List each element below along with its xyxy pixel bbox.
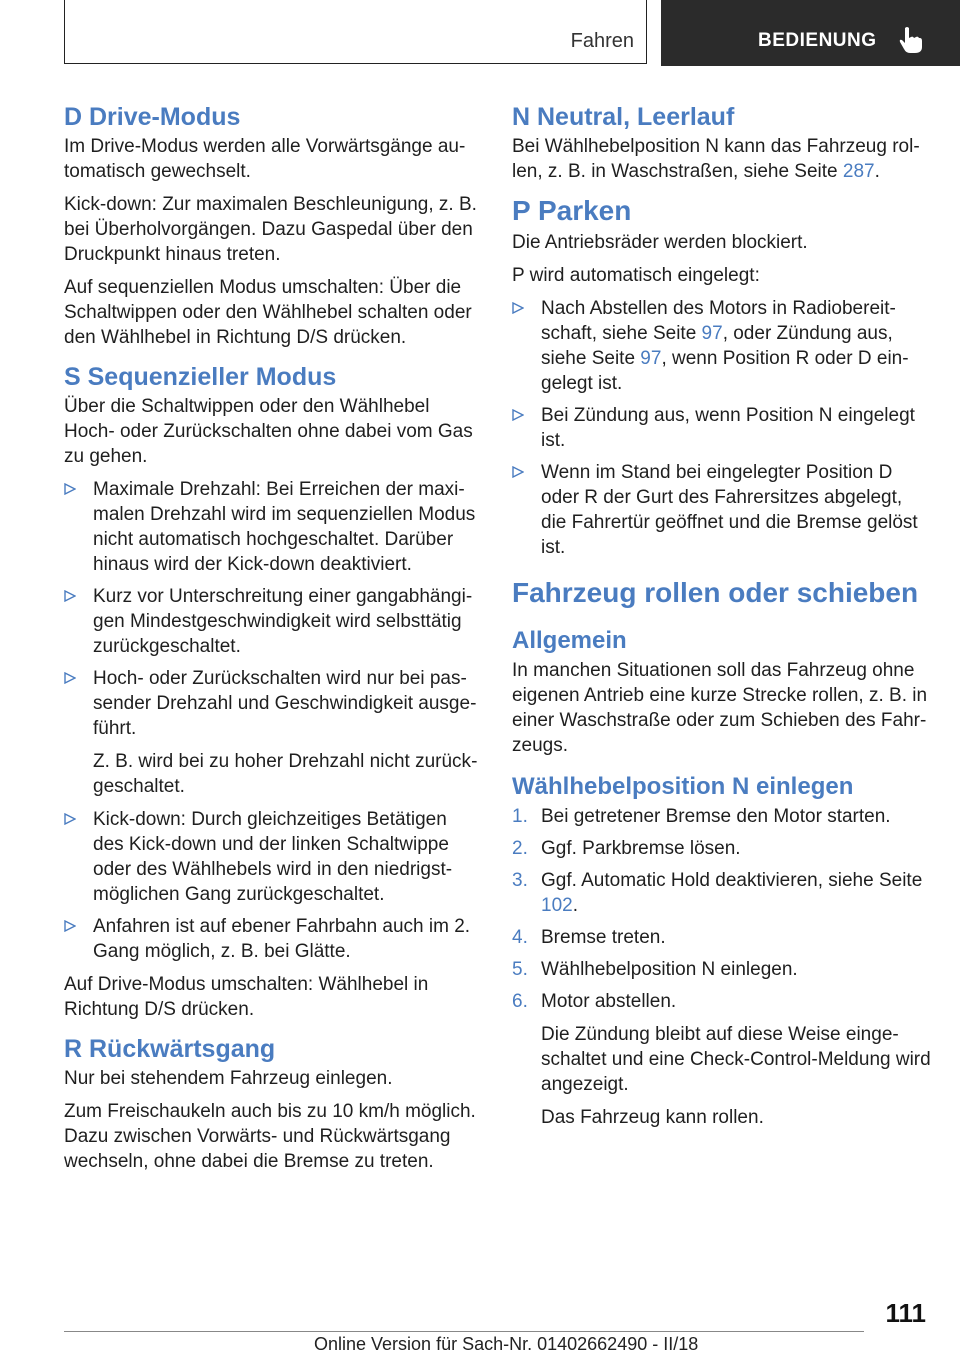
list-item [512, 868, 932, 918]
reverse-gear-heading: R Rückwärtsgang [64, 1035, 276, 1063]
text-span: . [874, 161, 880, 182]
step-number: 3. [512, 870, 528, 891]
list-item-text: Motor abstellen. [541, 991, 677, 1012]
step-continuation: Das Fahrzeug kann rollen. [541, 1107, 764, 1128]
list-item [64, 807, 478, 907]
triangle-right-icon [512, 409, 524, 421]
list-item [512, 989, 932, 1014]
rolling-heading: Fahrzeug rollen oder schieben [512, 577, 919, 608]
list-item-text: Bei Zündung aus, wenn Position N eingelegt ist. [541, 405, 915, 451]
switch-drive-paragraph: Auf Drive-Modus umschalten: Wählhebel in Richtung D/S drücken. [64, 974, 429, 1020]
drive-mode-paragraph: Im Drive-Modus werden alle Vorwärtsgänge automatisch gewechselt. [64, 136, 466, 182]
kickdown-paragraph: Kick-down: Zur maximalen Beschleunigung, z. B. bei Überholvorgängen. Dazu Gaspedal über den Druckpunkt hinaus treten. [64, 194, 477, 265]
list-item [512, 957, 932, 982]
sequential-mode-heading: S Sequenzieller Modus [64, 363, 337, 391]
list-item [512, 403, 932, 453]
triangle-right-icon [512, 302, 524, 314]
section-label: Fahren [570, 30, 634, 52]
step-number: 2. [512, 838, 528, 859]
list-item-text: Kick-down: Durch gleichzeitiges Betätigen des Kick-down und der linken Schaltwippe oder des Wählhebels wird in den niedrigstmöglichen Gang zurückgeschaltet. [93, 809, 453, 905]
list-item-text: Hoch- oder Zurückschalten wird nur bei passender Drehzahl und Geschwindigkeit ausgeführt. [93, 668, 477, 739]
step-number: 4. [512, 927, 528, 948]
list-item-text: Bei getretener Bremse den Motor starten. [541, 806, 891, 827]
triangle-right-icon [512, 466, 524, 478]
reverse-paragraph-1: Nur bei stehendem Fahrzeug einlegen. [64, 1068, 393, 1089]
list-item [512, 296, 932, 396]
steps-list [512, 804, 932, 1014]
sequential-intro-paragraph: Über die Schaltwippen oder den Wählhebel Hoch- oder Zurückschalten ohne dabei vom Gas zu gehen. [64, 396, 473, 467]
list-item-text: Ggf. Parkbremse lösen. [541, 838, 741, 859]
list-item-continuation: Z. B. wird bei zu hoher Drehzahl nicht zurückgeschaltet. [93, 751, 478, 797]
text-span: Bei Wählhebelposition N kann das Fahrzeug rollen, z. B. in Waschstraßen, siehe Seite [512, 136, 920, 182]
general-heading: Allgemein [512, 627, 627, 654]
triangle-right-icon [64, 813, 76, 825]
online-version-label: Online Version für Sach-Nr. 01402662490 - II/18 [314, 1334, 699, 1354]
sequential-bullet-list-2 [64, 807, 478, 964]
list-item-text: Wenn im Stand bei eingelegter Position D oder R der Gurt des Fahrersitzes abgelegt, die Fahrertür geöffnet und die Bremse gelöst ist. [541, 462, 918, 558]
triangle-right-icon [64, 483, 76, 495]
list-item [64, 477, 478, 577]
step-number: 1. [512, 806, 528, 827]
text-span: , oder Zündung aus, siehe Seite [541, 323, 893, 369]
list-item-text: Bremse treten. [541, 927, 666, 948]
list-item-text: Kurz vor Unterschreitung einer gangabhängigen Mindestgeschwindigkeit wird selbsttätig zurückgeschaltet. [93, 586, 473, 657]
page-reference-link[interactable]: 97 [701, 323, 723, 344]
triangle-right-icon [64, 920, 76, 932]
page-header [0, 0, 960, 66]
step-number: 6. [512, 991, 528, 1012]
right-column [512, 100, 932, 1138]
list-item [512, 804, 932, 829]
park-heading: P Parken [512, 195, 632, 226]
pointing-hand-icon [898, 26, 924, 54]
list-item [512, 836, 932, 861]
page-reference-link[interactable]: 102 [541, 895, 573, 916]
left-column [64, 100, 478, 1182]
park-paragraph-1: Die Antriebsräder werden blockiert. [512, 232, 808, 253]
park-bullet-list [512, 296, 932, 560]
chapter-tab [661, 0, 960, 66]
text-span: Nach Abstellen des Motors in Radiobereitschaft, siehe Seite [541, 298, 896, 344]
text-span: Ggf. Automatic Hold deaktivieren, siehe Seite [541, 870, 923, 891]
list-item-text: Anfahren ist auf ebener Fahrbahn auch im 2. Gang möglich, z. B. bei Glätte. [93, 916, 471, 962]
reverse-paragraph-2: Zum Freischaukeln auch bis zu 10 km/h möglich. Dazu zwischen Vorwärts- und Rückwärtsgang wechseln, ohne dabei die Bremse zu treten. [64, 1101, 476, 1172]
list-item [64, 666, 478, 741]
list-item [64, 914, 478, 964]
list-item-text: Maximale Drehzahl: Bei Erreichen der maximalen Drehzahl wird im sequenziellen Modus nicht automatisch hochgeschaltet. Darüber hinaus wird der Kick-down deaktiviert. [93, 479, 476, 575]
section-tab [64, 0, 647, 64]
list-item [512, 460, 932, 560]
sequential-bullet-list [64, 477, 478, 741]
list-item [64, 584, 478, 659]
neutral-heading: N Neutral, Leerlauf [512, 103, 735, 131]
step-continuation: Die Zündung bleibt auf diese Weise eingeschaltet und eine Check-Control-Meldung wird angezeigt. [541, 1024, 931, 1095]
page-reference-link[interactable]: 287 [842, 161, 875, 182]
page-reference-link[interactable]: 97 [640, 348, 662, 369]
footer-divider [64, 1331, 864, 1332]
text-span: . [572, 895, 578, 916]
page-number: 111 [885, 1298, 926, 1328]
select-neutral-heading: Wählhebelposition N einlegen [512, 773, 854, 800]
neutral-paragraph [512, 134, 932, 184]
general-paragraph: In manchen Situationen soll das Fahrzeug ohne eigenen Antrieb eine kurze Strecke rollen, z. B. in einer Waschstraße oder zum Schieben des Fahrzeugs. [512, 660, 928, 756]
triangle-right-icon [64, 672, 76, 684]
step-number: 5. [512, 959, 528, 980]
list-item [512, 925, 932, 950]
chapter-label: BEDIENUNG [758, 30, 877, 51]
text-span: , wenn Position R oder D eingelegt ist. [541, 348, 909, 394]
park-paragraph-2: P wird automatisch eingelegt: [512, 265, 760, 286]
switch-sequential-paragraph: Auf sequenziellen Modus umschalten: Über die Schaltwippen oder den Wählhebel schalten oder den Wählhebel in Richtung D/S drücken. [64, 277, 472, 348]
triangle-right-icon [64, 590, 76, 602]
list-item-text: Wählhebelposition N einlegen. [541, 959, 798, 980]
drive-mode-heading: D Drive-Modus [64, 103, 241, 131]
